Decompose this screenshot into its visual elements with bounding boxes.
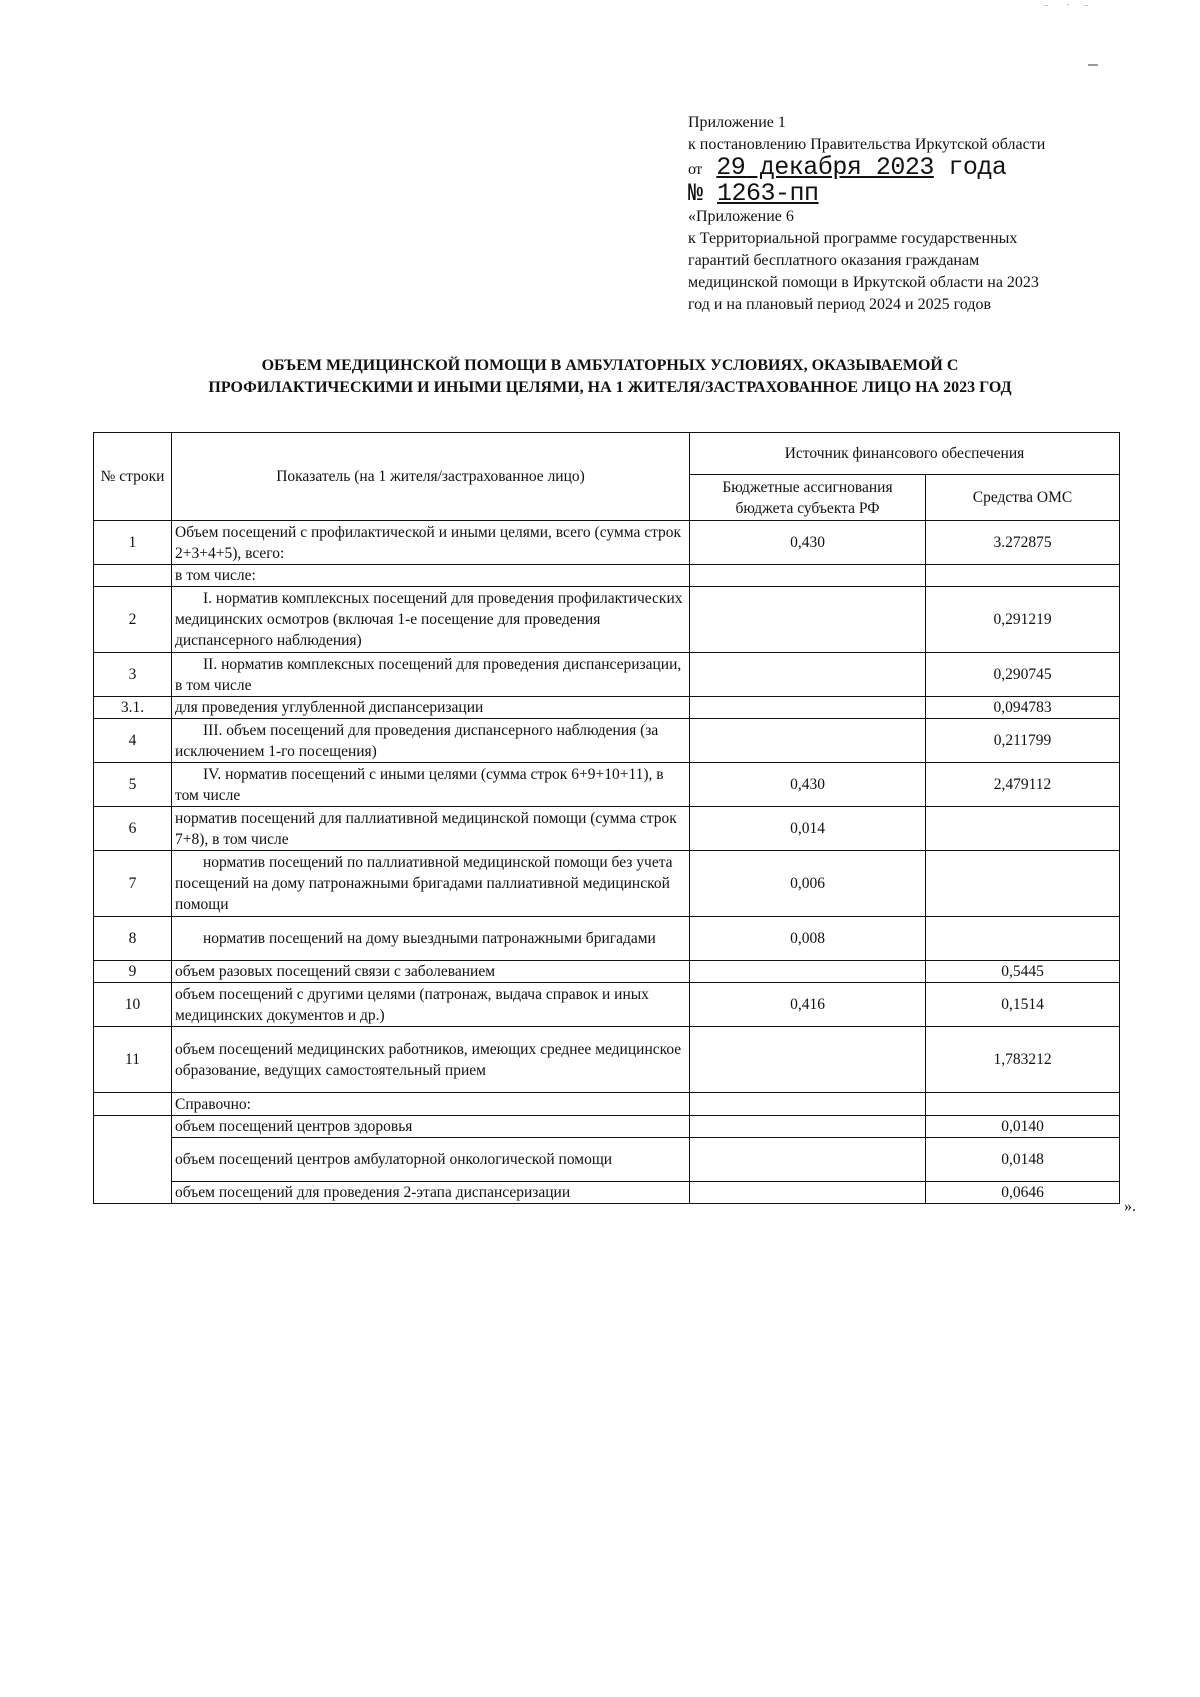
row-indicator: Объем посещений с профилактической и иными целями, всего (сумма строк 2+3+4+5), всего: xyxy=(172,521,690,565)
row-budget xyxy=(690,719,926,763)
row-indicator: норматив посещений на дому выездными патронажными бригадами xyxy=(172,917,690,961)
row-oms: 3.272875 xyxy=(926,521,1120,565)
title-line-2: ПРОФИЛАКТИЧЕСКИМИ И ИНЫМИ ЦЕЛЯМИ, НА 1 ЖИТЕЛЯ/ЗАСТРАХОВАННОЕ ЛИЦО НА 2023 ГОД xyxy=(208,379,1012,396)
table-row xyxy=(94,1093,1120,1116)
row-indicator: объем посещений медицинских работников, имеющих среднее медицинское образование, ведущих самостоятельный прием xyxy=(172,1027,690,1093)
table-row xyxy=(94,763,1120,807)
volume-table xyxy=(93,432,1120,1204)
table-row xyxy=(94,1182,1120,1204)
sub-appendix-line-2: к Территориальной программе государственных xyxy=(688,230,1018,247)
row-oms: 0,211799 xyxy=(926,719,1120,763)
closing-quote-mark: ». xyxy=(1124,1198,1136,1215)
row-indicator: в том числе: xyxy=(172,565,690,587)
sub-appendix-line-3: гарантий бесплатного оказания гражданам xyxy=(688,252,980,269)
table-row xyxy=(94,521,1120,565)
row-number: 2 xyxy=(94,587,172,653)
row-oms xyxy=(926,917,1120,961)
header-source: Источник финансового обеспечения xyxy=(690,433,1120,475)
row-number xyxy=(94,1116,172,1204)
sub-appendix-line-5: год и на плановый период 2024 и 2025 годов xyxy=(688,296,992,313)
row-budget: 0,416 xyxy=(690,983,926,1027)
row-number xyxy=(94,1093,172,1116)
table-row xyxy=(94,697,1120,719)
row-number: 5 xyxy=(94,763,172,807)
table-row xyxy=(94,961,1120,983)
header-row-no: № строки xyxy=(94,433,172,521)
row-budget xyxy=(690,1116,926,1138)
row-indicator: II. норматив комплексных посещений для проведения диспансеризации, в том числе xyxy=(172,653,690,697)
row-budget xyxy=(690,565,926,587)
date-value: 29 декабря 2023 xyxy=(716,153,934,182)
table-row xyxy=(94,1027,1120,1093)
row-number xyxy=(94,565,172,587)
table-row xyxy=(94,917,1120,961)
sub-appendix-title: «Приложение 6 xyxy=(688,208,794,225)
row-number: 8 xyxy=(94,917,172,961)
table-row xyxy=(94,1138,1120,1182)
row-budget: 0,430 xyxy=(690,763,926,807)
table-row xyxy=(94,983,1120,1027)
row-budget xyxy=(690,1093,926,1116)
row-number: 4 xyxy=(94,719,172,763)
row-budget: 0,006 xyxy=(690,851,926,917)
row-indicator: I. норматив комплексных посещений для проведения профилактических медицинских осмотров (включая 1-е посещение для проведения диспансерного наблюдения) xyxy=(172,587,690,653)
row-oms: 1,783212 xyxy=(926,1027,1120,1093)
header-indicator: Показатель (на 1 жителя/застрахованное лицо) xyxy=(172,433,690,521)
row-budget xyxy=(690,1182,926,1204)
sub-appendix-line-4: медицинской помощи в Иркутской области на 2023 xyxy=(688,274,1039,291)
row-indicator: IV. норматив посещений с иными целями (сумма строк 6+9+10+11), в том числе xyxy=(172,763,690,807)
date-prefix: от xyxy=(688,161,702,178)
table-row xyxy=(94,1116,1120,1138)
row-indicator: объем посещений для проведения 2-этапа диспансеризации xyxy=(172,1182,690,1204)
row-indicator: норматив посещений для паллиативной медицинской помощи (сумма строк 7+8), в том числе xyxy=(172,807,690,851)
row-budget xyxy=(690,1138,926,1182)
row-number: 11 xyxy=(94,1027,172,1093)
row-budget xyxy=(690,697,926,719)
row-budget: 0,014 xyxy=(690,807,926,851)
appendix-resolution: к постановлению Правительства Иркутской области xyxy=(688,136,1046,153)
row-budget xyxy=(690,653,926,697)
row-number: 3 xyxy=(94,653,172,697)
row-number: 10 xyxy=(94,983,172,1027)
row-indicator: норматив посещений по паллиативной медицинской помощи без учета посещений на дому патронажными бригадами паллиативной медицинской помощи xyxy=(172,851,690,917)
table-row xyxy=(94,653,1120,697)
row-indicator: объем разовых посещений связи с заболеванием xyxy=(172,961,690,983)
row-indicator: объем посещений с другими целями (патронаж, выдача справок и иных медицинских документов и др.) xyxy=(172,983,690,1027)
header-oms: Средства ОМС xyxy=(926,475,1120,521)
row-indicator: III. объем посещений для проведения диспансерного наблюдения (за исключением 1-го посещения) xyxy=(172,719,690,763)
table-row xyxy=(94,851,1120,917)
row-oms xyxy=(926,851,1120,917)
row-oms: 2,479112 xyxy=(926,763,1120,807)
appendix-header xyxy=(688,112,1108,316)
table-row xyxy=(94,587,1120,653)
row-indicator: Справочно: xyxy=(172,1093,690,1116)
row-number: 1 xyxy=(94,521,172,565)
page-title xyxy=(90,355,1130,399)
appendix-number xyxy=(688,179,1108,208)
number-prefix: № xyxy=(688,179,703,208)
table-row xyxy=(94,719,1120,763)
appendix-title: Приложение 1 xyxy=(688,114,786,131)
row-oms: 0,0646 xyxy=(926,1182,1120,1204)
header-budget: Бюджетные ассигнования бюджета субъекта РФ xyxy=(690,475,926,521)
row-indicator: объем посещений центров амбулаторной онкологической помощи xyxy=(172,1138,690,1182)
row-oms: 0,0148 xyxy=(926,1138,1120,1182)
row-oms: 0,5445 xyxy=(926,961,1120,983)
row-budget: 0,008 xyxy=(690,917,926,961)
row-number: 7 xyxy=(94,851,172,917)
row-oms xyxy=(926,1093,1120,1116)
scan-artifact-dash xyxy=(1088,64,1098,66)
row-indicator: для проведения углубленной диспансеризации xyxy=(172,697,690,719)
title-line-1: ОБЪЕМ МЕДИЦИНСКОЙ ПОМОЩИ В АМБУЛАТОРНЫХ УСЛОВИЯХ, ОКАЗЫВАЕМОЙ С xyxy=(261,357,959,374)
row-oms: 0,094783 xyxy=(926,697,1120,719)
number-value: 1263-пп xyxy=(717,179,819,208)
row-oms: 0,0140 xyxy=(926,1116,1120,1138)
row-oms: 0,291219 xyxy=(926,587,1120,653)
row-number: 3.1. xyxy=(94,697,172,719)
row-budget xyxy=(690,1027,926,1093)
date-suffix: года xyxy=(933,153,1007,182)
row-indicator: объем посещений центров здоровья xyxy=(172,1116,690,1138)
row-number: 6 xyxy=(94,807,172,851)
row-oms: 0,290745 xyxy=(926,653,1120,697)
row-number: 9 xyxy=(94,961,172,983)
row-budget xyxy=(690,961,926,983)
row-oms xyxy=(926,807,1120,851)
row-oms: 0,1514 xyxy=(926,983,1120,1027)
row-oms xyxy=(926,565,1120,587)
table-row xyxy=(94,565,1120,587)
scan-artifact-mark xyxy=(1045,4,1095,7)
row-budget xyxy=(690,587,926,653)
row-budget: 0,430 xyxy=(690,521,926,565)
table-row xyxy=(94,807,1120,851)
